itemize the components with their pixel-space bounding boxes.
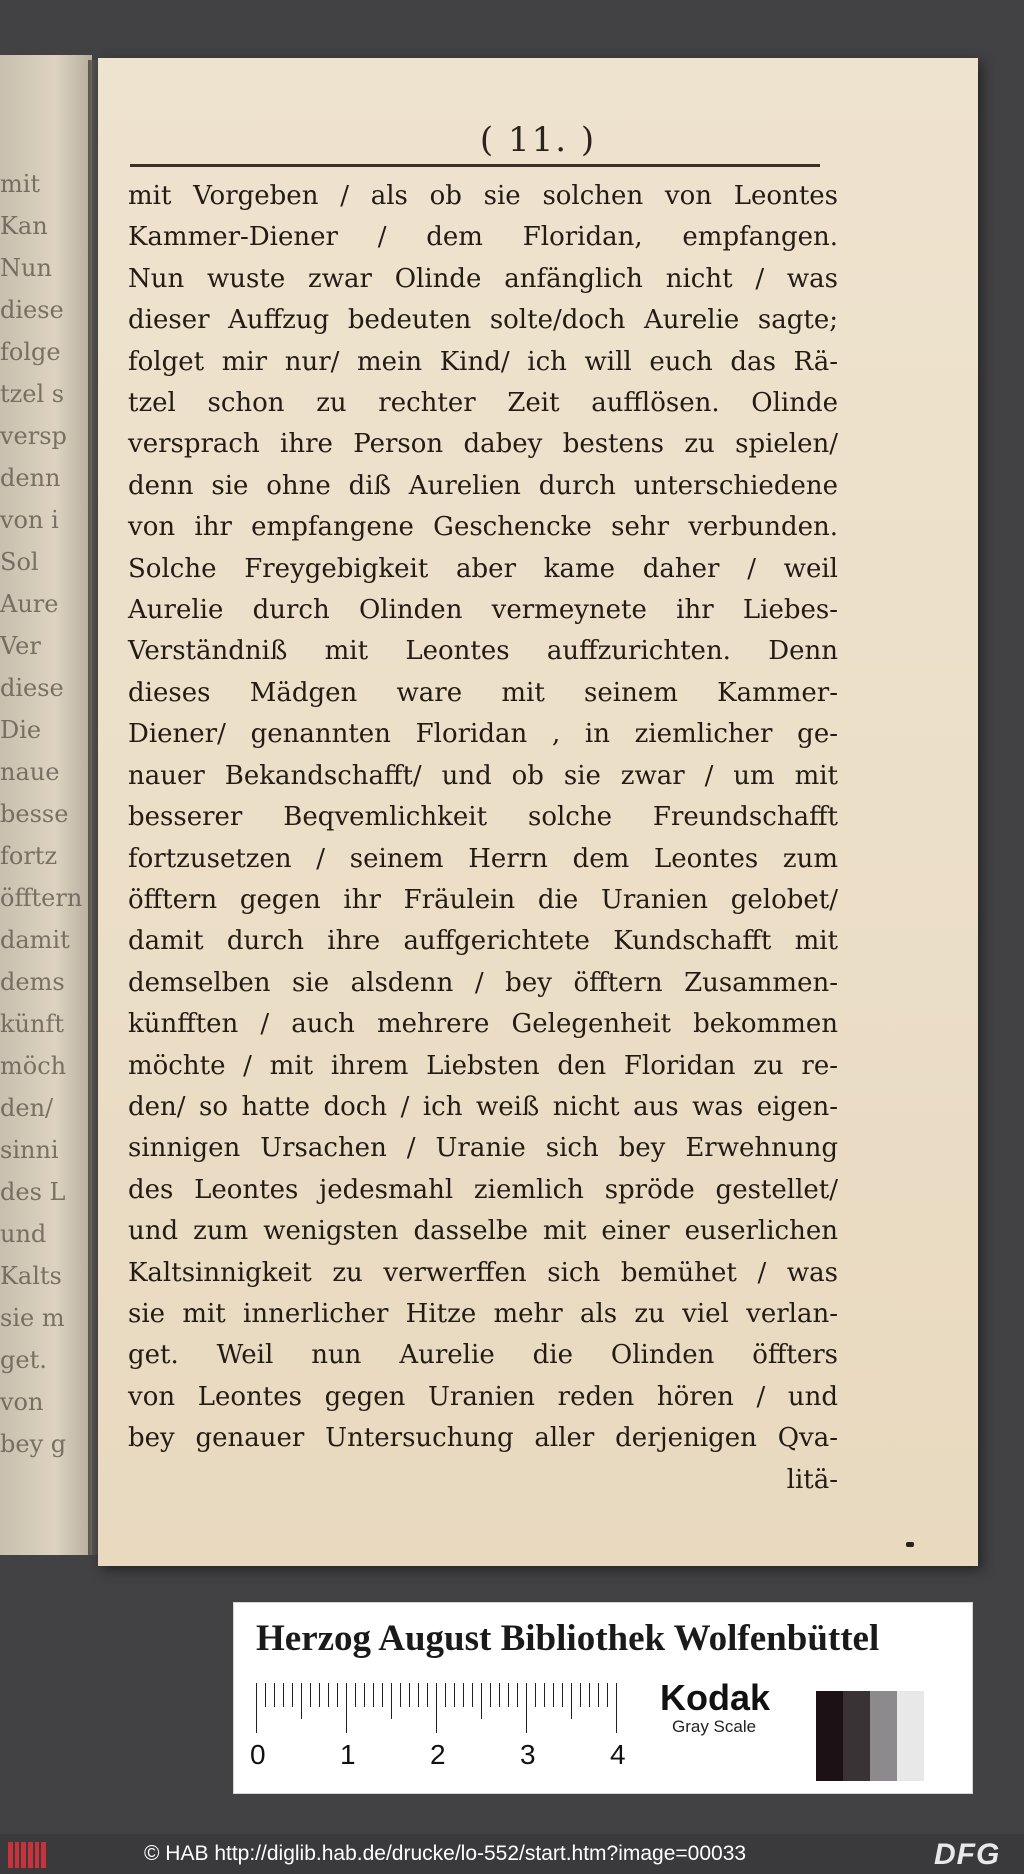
text-line: Kaltsinnigkeit zu verwerffen sich bemühet / was (128, 1257, 838, 1288)
ruler-tick (373, 1683, 374, 1707)
ruler-number: 0 (250, 1739, 266, 1770)
text-line: Nun wuste zwar Olinde anfänglich nicht / was (128, 263, 838, 294)
catchword: litä- (786, 1464, 838, 1495)
ruler-tick (391, 1683, 392, 1719)
ruler-number: 4 (610, 1739, 626, 1770)
ruler-tick (256, 1683, 257, 1733)
ruler-tick (346, 1683, 347, 1733)
ruler-tick (382, 1683, 383, 1707)
text-line: Verständniß mit Leontes auffzurichten. Denn (128, 636, 838, 667)
scale-ruler (250, 1675, 636, 1775)
library-name: Herzog August Bibliothek Wolfenbüttel (256, 1618, 880, 1659)
ruler-tick (463, 1683, 464, 1707)
text-line: denn sie ohne diß Aurelien durch unterschiedene (128, 470, 838, 501)
ruler-tick (310, 1683, 311, 1707)
ruler-number: 3 (520, 1739, 536, 1770)
text-line: Kammer-Diener / dem Floridan, empfangen. (128, 222, 838, 253)
text-line: Solche Freygebigkeit aber kame daher / weil (128, 553, 838, 584)
gray-scale-patches (816, 1691, 924, 1781)
text-line: damit durch ihre auffgerichtete Kundschafft mit (128, 926, 838, 957)
text-line: sie mit innerlicher Hitze mehr als zu viel verlan- (128, 1298, 838, 1329)
text-line: dieser Auffzug bedeuten solte/doch Aurelie sagte; (128, 305, 838, 336)
ruler-tick (283, 1683, 284, 1707)
text-line: folget mir nur/ mein Kind/ ich will euch das Rä- (128, 346, 838, 377)
text-line: fortzusetzen / seinem Herrn dem Leontes zum (128, 843, 838, 874)
text-line: des Leontes jedesmahl ziemlich spröde gestellet/ (128, 1174, 838, 1205)
header-rule (130, 164, 820, 167)
ruler-tick (292, 1683, 293, 1707)
text-line: möchte / mit ihrem Liebsten den Floridan zu re- (128, 1050, 838, 1081)
ruler-tick (274, 1683, 275, 1707)
ruler-tick (364, 1683, 365, 1707)
dfg-logo: DFG (934, 1838, 1001, 1871)
text-line: öfftern gegen ihr Fräulein die Uranien gelobet/ (128, 884, 838, 915)
text-line: sinnigen Ursachen / Uranie sich bey Erwehnung (128, 1133, 838, 1164)
color-reference-card (233, 1602, 973, 1794)
ruler-tick (526, 1683, 527, 1733)
ruler-tick (508, 1683, 509, 1707)
ruler-tick (571, 1683, 572, 1719)
text-line: versprach ihre Person dabey bestens zu spielen/ (128, 429, 838, 460)
ruler-tick (409, 1683, 410, 1707)
ruler-tick (445, 1683, 446, 1707)
ruler-tick (418, 1683, 419, 1707)
ruler-tick (607, 1683, 608, 1707)
ruler-tick (481, 1683, 482, 1719)
ruler-tick (355, 1683, 356, 1707)
text-line: Diener/ genannten Floridan , in ziemlicher ge- (128, 719, 838, 750)
ruler-tick (535, 1683, 536, 1707)
book-page (98, 58, 978, 1566)
ruler-tick (580, 1683, 581, 1707)
footer-bar (0, 1834, 1024, 1874)
ruler-tick (337, 1683, 338, 1707)
ruler-tick (427, 1683, 428, 1707)
gray-patch (870, 1691, 897, 1781)
text-line: künfften / auch mehrere Gelegenheit bekommen (128, 1009, 838, 1040)
ruler-tick (301, 1683, 302, 1719)
ruler-tick (490, 1683, 491, 1707)
ruler-tick (517, 1683, 518, 1707)
page-number: ( 11. ) (479, 120, 597, 160)
text-line: bey genauer Untersuchung aller derjenigen Qva- (128, 1423, 838, 1454)
ruler-tick (544, 1683, 545, 1707)
facing-page-edge (0, 55, 92, 1555)
ruler-tick (562, 1683, 563, 1707)
gray-patch (843, 1691, 870, 1781)
hab-logo-icon (8, 1842, 46, 1868)
text-line: den/ so hatte doch / ich weiß nicht aus was eigen- (128, 1091, 838, 1122)
ruler-tick (589, 1683, 590, 1707)
ruler-tick (454, 1683, 455, 1707)
ruler-tick (400, 1683, 401, 1707)
text-line: mit Vorgeben / als ob sie solchen von Leontes (128, 181, 838, 211)
ink-mark (906, 1542, 914, 1547)
ruler-number: 2 (430, 1739, 446, 1770)
ruler-tick (598, 1683, 599, 1707)
gray-scale-label: Gray Scale (672, 1717, 757, 1736)
text-line: von ihr empfangene Geschencke sehr verbunden. (128, 512, 838, 543)
ruler-tick (265, 1683, 266, 1707)
ruler-number: 1 (340, 1739, 356, 1770)
page-text (128, 176, 838, 1501)
copyright-link[interactable]: © HAB http://diglib.hab.de/drucke/lo-552/start.htm?image=00033 (144, 1842, 747, 1865)
ruler-tick (328, 1683, 329, 1707)
text-line: demselben sie alsdenn / bey öfftern Zusammen- (128, 967, 838, 998)
text-line: und zum wenigsten dasselbe mit einer euserlichen (128, 1216, 838, 1247)
text-line: tzel schon zu rechter Zeit aufflösen. Olinde (128, 388, 838, 419)
gray-patch (816, 1691, 843, 1781)
ruler-tick (436, 1683, 437, 1733)
text-line: besserer Beqvemlichkeit solche Freundschafft (128, 802, 838, 833)
facing-page-text: mit Kan Nun diese folge tzel s versp denn von i Sol Aure Ver diese Die naue besse fortz öfftern damit dems künft möch den/ sinni des L und Kalts sie m get. von bey g (0, 170, 83, 1458)
text-line: get. Weil nun Aurelie die Olinden öffters (128, 1340, 838, 1371)
text-line: nauer Bekandschafft/ und ob sie zwar / um mit (128, 760, 838, 791)
text-line: dieses Mädgen ware mit seinem Kammer- (128, 677, 838, 708)
text-line: von Leontes gegen Uranien reden hören / und (128, 1381, 838, 1412)
ruler-tick (499, 1683, 500, 1707)
ruler-tick (472, 1683, 473, 1707)
ruler-tick (616, 1683, 617, 1733)
gray-patch (897, 1691, 924, 1781)
ruler-tick (553, 1683, 554, 1707)
ruler-tick (319, 1683, 320, 1707)
text-line: Aurelie durch Olinden vermeynete ihr Liebes- (128, 595, 838, 626)
kodak-brand: Kodak (660, 1677, 771, 1718)
